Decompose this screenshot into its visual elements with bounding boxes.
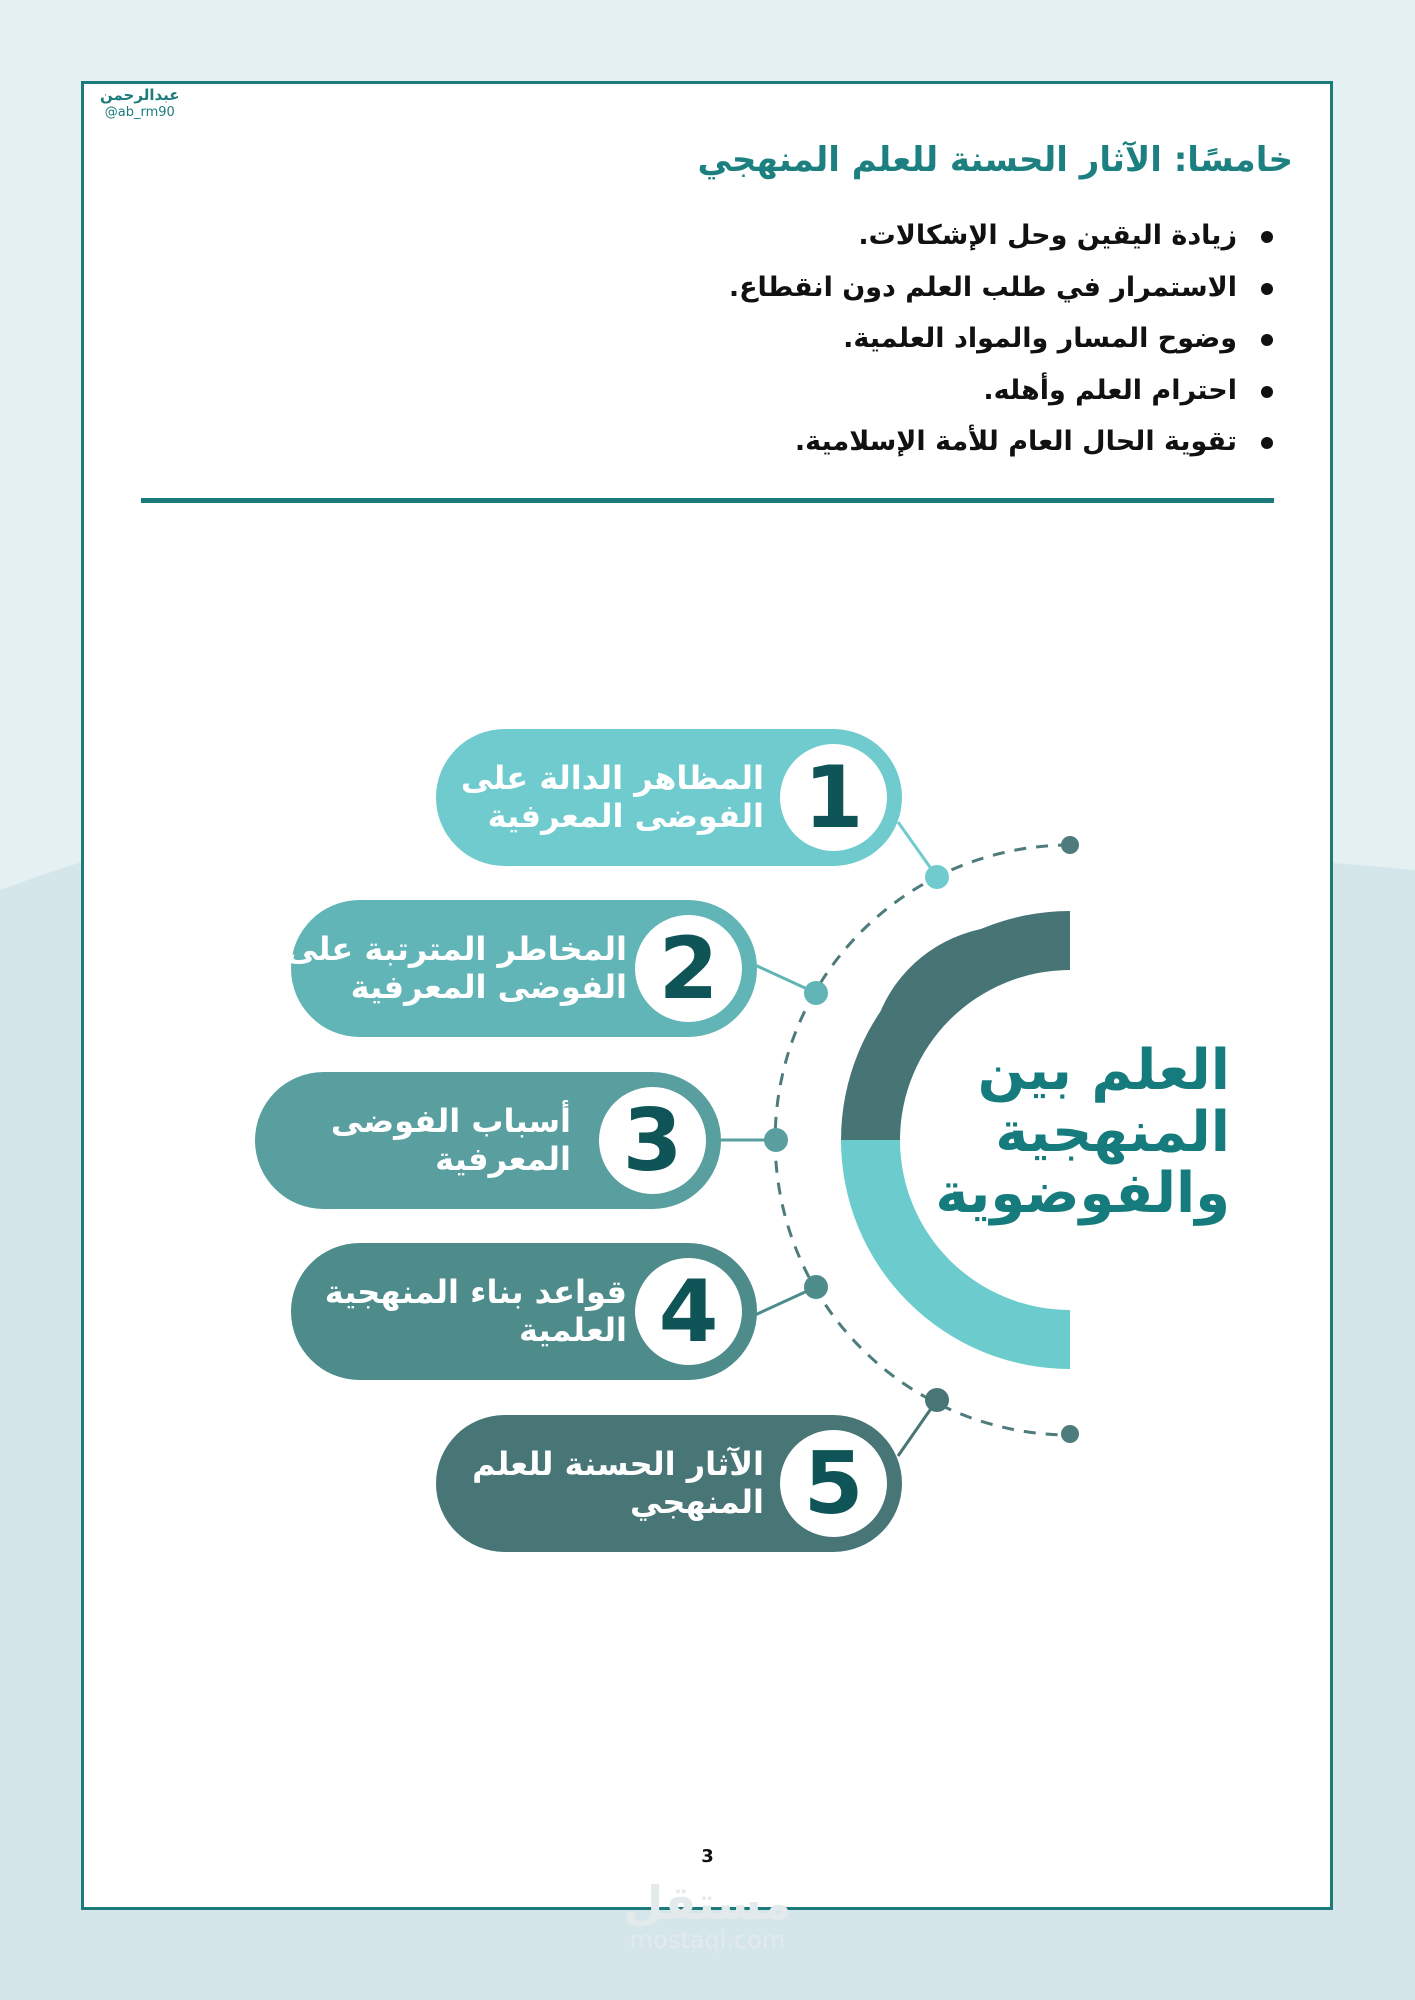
topic-label-line: المعرفية: [435, 1139, 571, 1178]
connector-dot-4: [804, 1275, 828, 1299]
diagram-title-line: العلم بين: [977, 1038, 1230, 1103]
list-item-text: تقوية الحال العام للأمة الإسلامية.: [794, 426, 1237, 457]
list-item-text: وضوح المسار والمواد العلمية.: [843, 323, 1237, 354]
watermark-latin: mostaql.com: [629, 1926, 786, 1954]
topic-label-line: الآثار الحسنة للعلم: [472, 1445, 764, 1484]
topic-pill-3: [255, 1072, 721, 1209]
topic-number-2: 2: [635, 915, 742, 1022]
arc-end-dot-top: [1061, 836, 1079, 854]
section-heading: خامسًا: الآثار الحسنة للعلم المنهجي: [697, 140, 1293, 180]
signature-handle: @ab_rm90: [104, 105, 175, 120]
topic-label-2: [286, 900, 627, 1037]
diagram-title-line: والفوضوية: [935, 1161, 1230, 1227]
topic-label-line: الفوضى المعرفية: [487, 796, 764, 835]
topic-label-line: العلمية: [518, 1310, 627, 1349]
topic-label-line: المظاهر الدالة على: [460, 759, 764, 798]
topic-label-line: المنهجي: [629, 1482, 764, 1521]
watermark: [0, 1876, 1415, 1954]
topic-label-line: الفوضى المعرفية: [350, 967, 627, 1006]
topic-number-1: 1: [780, 744, 887, 851]
topic-label-line: قواعد بناء المنهجية: [324, 1273, 627, 1312]
topic-label-1: [461, 729, 764, 866]
list-item-text: زيادة اليقين وحل الإشكالات.: [858, 220, 1237, 251]
watermark-arabic: مستقل: [623, 1876, 792, 1930]
list-item-text: احترام العلم وأهله.: [983, 374, 1237, 406]
topic-label-4: [325, 1243, 627, 1380]
connector-dot-2: [804, 981, 828, 1005]
topic-pill-5: [436, 1415, 902, 1552]
connector-dot-5: [925, 1388, 949, 1412]
topic-pill-2: [285, 900, 757, 1037]
topic-label-5: [472, 1415, 764, 1552]
topic-pill-1: [436, 729, 902, 866]
topic-number-4: 4: [635, 1258, 742, 1365]
signature-name: عبدالرحمن: [100, 86, 180, 104]
topic-label-line: المخاطر المترتبة على: [285, 930, 627, 969]
connector-dot-1: [925, 865, 949, 889]
diagram-title-line: المنهجية: [995, 1099, 1230, 1165]
arc-end-dot-bottom: [1061, 1425, 1079, 1443]
topic-pill-4: [291, 1243, 757, 1380]
diagram-title: [935, 1040, 1230, 1225]
connector-dot-3: [764, 1128, 788, 1152]
topic-number-3: 3: [599, 1087, 706, 1194]
topic-number-5: 5: [780, 1430, 887, 1537]
page-number: 3: [701, 1846, 714, 1867]
topic-label-line: أسباب الفوضى: [330, 1102, 571, 1141]
list-item-text: الاستمرار في طلب العلم دون انقطاع.: [728, 271, 1237, 303]
topic-label-3: [331, 1072, 571, 1209]
